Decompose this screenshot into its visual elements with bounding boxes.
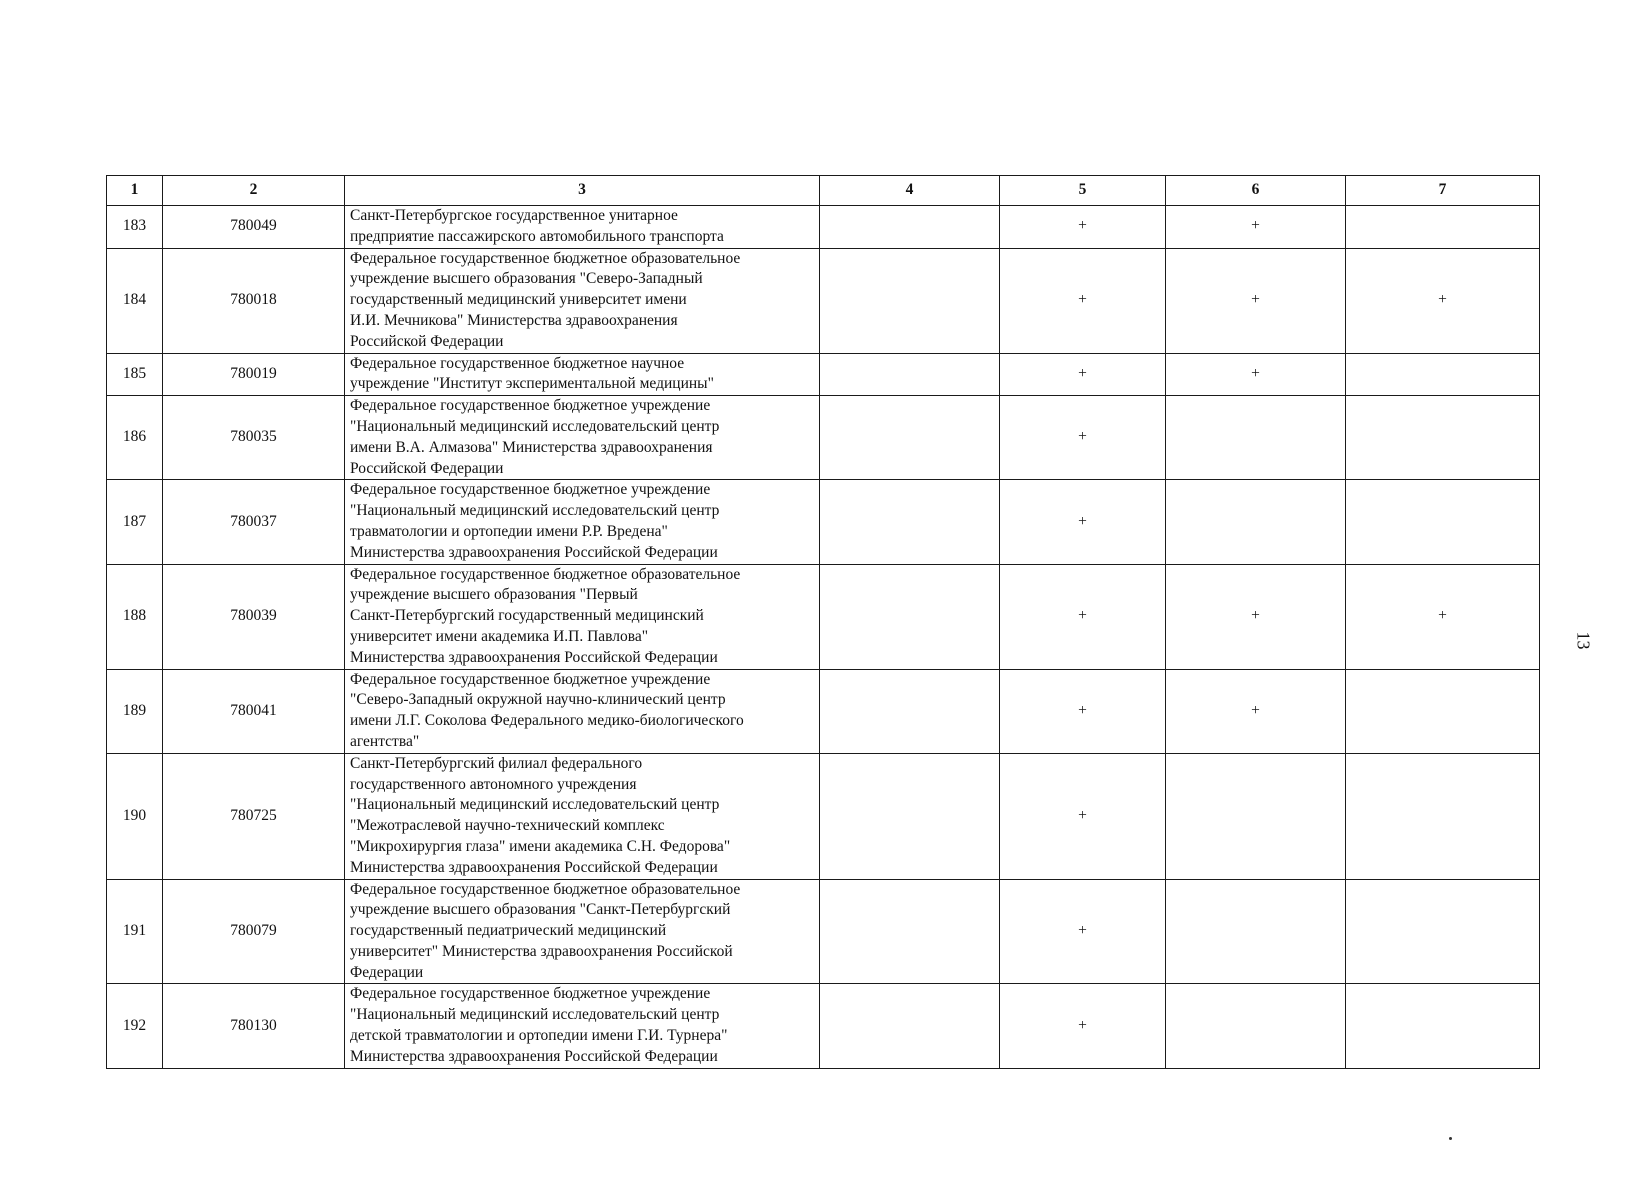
org-code: 780130 (163, 984, 345, 1068)
col-7-mark (1346, 480, 1540, 564)
col-7-mark (1346, 206, 1540, 249)
table-row (107, 480, 1540, 564)
org-name-line: "Национальный медицинский исследовательский центр (350, 417, 720, 435)
org-name-line: "Национальный медицинский исследовательский центр (350, 796, 720, 814)
col-7-mark (1346, 396, 1540, 480)
col-5-mark: + (1000, 753, 1166, 879)
row-number: 190 (107, 753, 163, 879)
org-name (345, 564, 820, 669)
table-row (107, 984, 1540, 1068)
row-number: 186 (107, 396, 163, 480)
col-5-mark: + (1000, 879, 1166, 984)
org-name-line: Санкт-Петербургский государственный медицинский (350, 607, 704, 625)
org-name (345, 206, 820, 249)
org-name-line: государственный педиатрический медицинский (350, 922, 667, 940)
header-col-5: 5 (1000, 176, 1166, 206)
header-col-6: 6 (1166, 176, 1346, 206)
org-name-line: учреждение "Институт экспериментальной медицины" (350, 375, 714, 393)
table-row (107, 753, 1540, 879)
row-number: 185 (107, 353, 163, 396)
header-row (107, 176, 1540, 206)
header-col-4: 4 (820, 176, 1000, 206)
org-name (345, 984, 820, 1068)
org-name-line: агентства" (350, 732, 420, 750)
org-name (345, 669, 820, 753)
table-row (107, 879, 1540, 984)
table-body (107, 206, 1540, 1069)
col-6-mark (1166, 984, 1346, 1068)
org-name-line: Министерства здравоохранения Российской Федерации (350, 858, 718, 876)
org-name-line: учреждение высшего образования "Первый (350, 586, 638, 604)
table-row (107, 353, 1540, 396)
org-code: 780079 (163, 879, 345, 984)
col-6-mark (1166, 753, 1346, 879)
org-name-line: Федеральное государственное бюджетное научное (350, 354, 685, 372)
org-name-line: государственный медицинский университет имени (350, 291, 687, 309)
org-name-line: Российской Федерации (350, 459, 504, 477)
org-code: 780035 (163, 396, 345, 480)
org-code: 780019 (163, 353, 345, 396)
col-6-mark (1166, 879, 1346, 984)
org-name-line: Российской Федерации (350, 332, 504, 350)
org-code: 780037 (163, 480, 345, 564)
col-5-mark: + (1000, 480, 1166, 564)
org-name-line: "Межотраслевой научно-технический комплекс (350, 817, 665, 835)
col-5-mark: + (1000, 353, 1166, 396)
row-number: 187 (107, 480, 163, 564)
org-code: 780039 (163, 564, 345, 669)
row-number: 189 (107, 669, 163, 753)
scan-speck (1449, 1137, 1452, 1140)
org-name-line: учреждение высшего образования "Санкт-Петербургский (350, 901, 731, 919)
col-6-mark: + (1166, 206, 1346, 249)
org-name-line: Министерства здравоохранения Российской Федерации (350, 1047, 718, 1065)
row-number: 184 (107, 248, 163, 353)
org-name-line: Федеральное государственное бюджетное учреждение (350, 670, 711, 688)
col-7-mark (1346, 879, 1540, 984)
col-6-mark (1166, 396, 1346, 480)
table-row (107, 564, 1540, 669)
col-4-mark (820, 206, 1000, 249)
col-6-mark (1166, 480, 1346, 564)
org-name-line: государственного автономного учреждения (350, 775, 637, 793)
org-code: 780725 (163, 753, 345, 879)
org-name-line: И.И. Мечникова" Министерства здравоохранения (350, 311, 678, 329)
org-name-line: "Микрохирургия глаза" имени академика С.Н. Федорова" (350, 837, 731, 855)
col-5-mark: + (1000, 206, 1166, 249)
org-name (345, 879, 820, 984)
org-name-line: детской травматологии и ортопедии имени Г.И. Турнера" (350, 1027, 728, 1045)
col-6-mark: + (1166, 564, 1346, 669)
table-row (107, 248, 1540, 353)
org-name-line: Федеральное государственное бюджетное учреждение (350, 985, 711, 1003)
col-4-mark (820, 669, 1000, 753)
org-name-line: Федерации (350, 963, 424, 981)
col-5-mark: + (1000, 396, 1166, 480)
org-name-line: Федеральное государственное бюджетное образовательное (350, 249, 741, 267)
org-name-line: Министерства здравоохранения Российской Федерации (350, 648, 718, 666)
org-name (345, 396, 820, 480)
org-name-line: предприятие пассажирского автомобильного транспорта (350, 227, 724, 245)
org-name-line: травматологии и ортопедии имени Р.Р. Вредена" (350, 522, 668, 540)
table-row (107, 206, 1540, 249)
col-6-mark: + (1166, 248, 1346, 353)
org-name-line: "Северо-Западный окружной научно-клинический центр (350, 691, 726, 709)
org-name (345, 248, 820, 353)
org-name-line: "Национальный медицинский исследовательский центр (350, 502, 720, 520)
row-number: 192 (107, 984, 163, 1068)
org-name-line: учреждение высшего образования "Северо-Западный (350, 270, 703, 288)
col-6-mark: + (1166, 669, 1346, 753)
table-row (107, 669, 1540, 753)
header-col-7: 7 (1346, 176, 1540, 206)
table-row (107, 396, 1540, 480)
org-name-line: Министерства здравоохранения Российской Федерации (350, 543, 718, 561)
col-7-mark: + (1346, 248, 1540, 353)
org-name-line: имени В.А. Алмазова" Министерства здравоохранения (350, 438, 713, 456)
col-4-mark (820, 984, 1000, 1068)
org-code: 780018 (163, 248, 345, 353)
col-4-mark (820, 248, 1000, 353)
col-7-mark (1346, 353, 1540, 396)
col-7-mark: + (1346, 564, 1540, 669)
col-4-mark (820, 353, 1000, 396)
col-5-mark: + (1000, 564, 1166, 669)
org-name-line: университет" Министерства здравоохранения Российской (350, 942, 733, 960)
org-name (345, 353, 820, 396)
header-col-3: 3 (345, 176, 820, 206)
col-4-mark (820, 480, 1000, 564)
row-number: 183 (107, 206, 163, 249)
col-4-mark (820, 564, 1000, 669)
col-5-mark: + (1000, 248, 1166, 353)
org-name-line: Федеральное государственное бюджетное учреждение (350, 397, 711, 415)
row-number: 188 (107, 564, 163, 669)
header-col-1: 1 (107, 176, 163, 206)
col-7-mark (1346, 984, 1540, 1068)
col-6-mark: + (1166, 353, 1346, 396)
col-7-mark (1346, 669, 1540, 753)
col-5-mark: + (1000, 984, 1166, 1068)
org-name-line: Федеральное государственное бюджетное образовательное (350, 880, 741, 898)
org-name-line: "Национальный медицинский исследовательский центр (350, 1006, 720, 1024)
col-5-mark: + (1000, 669, 1166, 753)
org-name (345, 480, 820, 564)
document-table (106, 175, 1540, 1069)
org-name-line: имени Л.Г. Соколова Федерального медико-биологического (350, 712, 744, 730)
col-4-mark (820, 396, 1000, 480)
org-name (345, 753, 820, 879)
col-4-mark (820, 753, 1000, 879)
org-code: 780049 (163, 206, 345, 249)
row-number: 191 (107, 879, 163, 984)
org-name-line: Санкт-Петербургское государственное унитарное (350, 207, 678, 224)
org-code: 780041 (163, 669, 345, 753)
org-name-line: Федеральное государственное бюджетное образовательное (350, 565, 741, 583)
col-4-mark (820, 879, 1000, 984)
org-name-line: Федеральное государственное бюджетное учреждение (350, 481, 711, 499)
header-col-2: 2 (163, 176, 345, 206)
col-7-mark (1346, 753, 1540, 879)
org-name-line: Санкт-Петербургский филиал федерального (350, 754, 643, 772)
org-name-line: университет имени академика И.П. Павлова" (350, 627, 649, 645)
page-number: 13 (1573, 631, 1594, 650)
